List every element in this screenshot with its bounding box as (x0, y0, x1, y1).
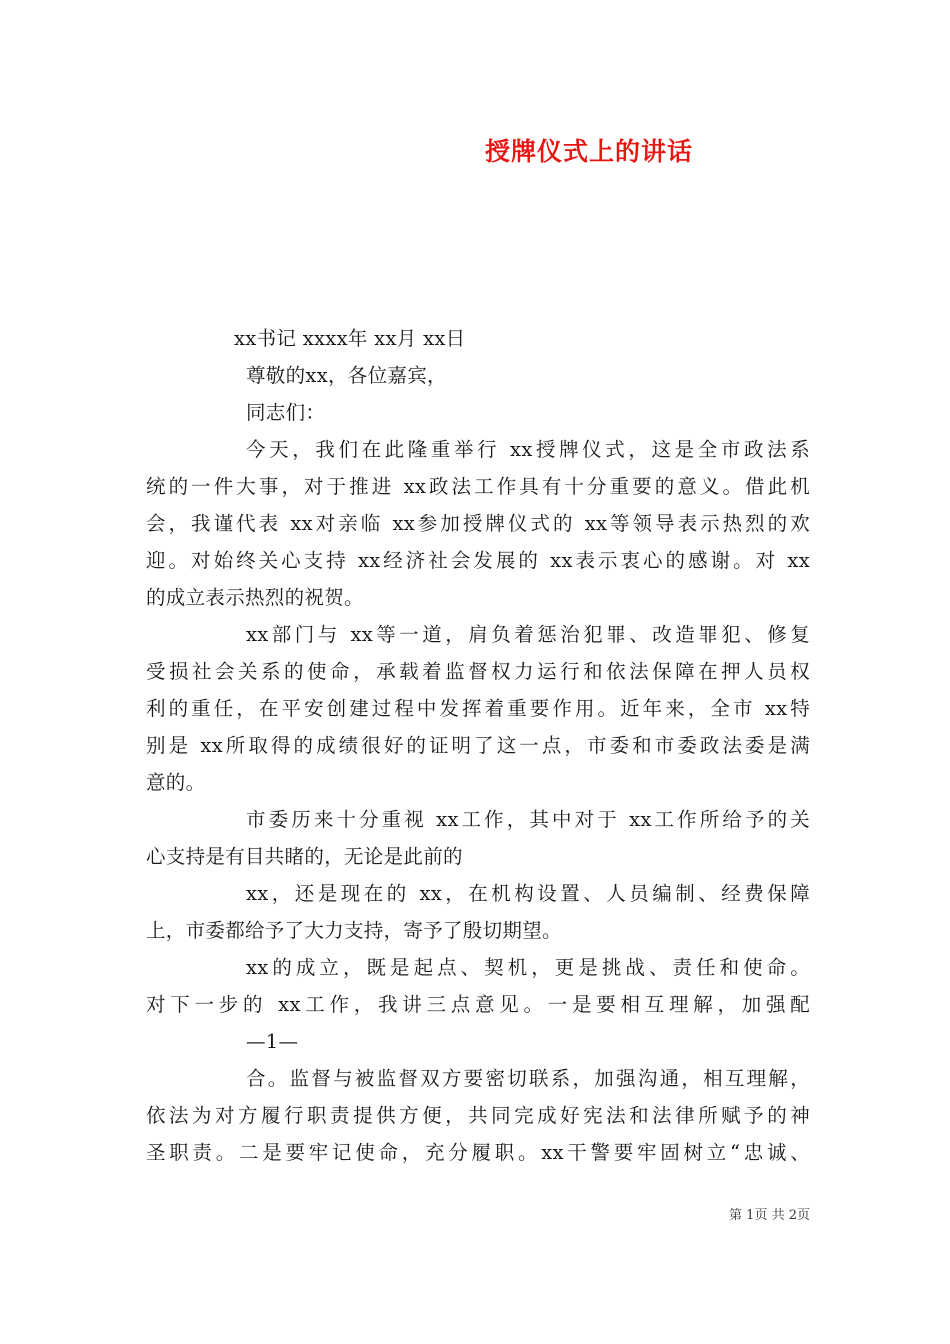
byline: xx书记 xxxx年 xx月 xx日 (234, 327, 466, 350)
paragraph-line: 会，我谨代表 xx对亲临 xx参加授牌仪式的 xx等领导表示热烈的欢 (146, 512, 810, 535)
greeting-line: 尊敬的xx，各位嘉宾， (246, 364, 447, 387)
paragraph-line: 意的。 (146, 771, 206, 794)
paragraph-line: 圣职责。二是要牢记使命，充分履职。xx干警要牢固树立“忠诚、 (146, 1141, 810, 1164)
paragraph-line: 迎。对始终关心支持 xx经济社会发展的 xx表示衷心的感谢。对 xx (146, 549, 810, 572)
paragraph-line: xx的成立，既是起点、契机，更是挑战、责任和使命。 (246, 956, 810, 979)
document-body (146, 320, 810, 1171)
paragraph-line: 心支持是有目共睹的，无论是此前的 (146, 845, 463, 868)
paragraph-line: 合。监督与被监督双方要密切联系，加强沟通，相互理解， (246, 1067, 810, 1090)
paragraph-line: 别是 xx所取得的成绩很好的证明了这一点，市委和市委政法委是满 (146, 734, 810, 757)
paragraph-line: 利的重任，在平安创建过程中发挥着重要作用。近年来，全市 xx特 (146, 697, 810, 720)
paragraph-line: 上，市委都给予了大力支持，寄予了殷切期望。 (146, 919, 562, 942)
inline-page-number: —1— (246, 1030, 299, 1053)
paragraph-line: 的成立表示热烈的祝贺。 (146, 586, 364, 609)
paragraph-line: 统的一件大事，对于推进 xx政法工作具有十分重要的意义。借此机 (146, 475, 810, 498)
paragraph-line: 今天，我们在此隆重举行 xx授牌仪式，这是全市政法系 (246, 438, 810, 461)
paragraph-line: xx部门与 xx等一道，肩负着惩治犯罪、改造罪犯、修复 (246, 623, 810, 646)
document-title: 授牌仪式上的讲话 (484, 137, 693, 166)
paragraph-line: 市委历来十分重视 xx工作，其中对于 xx工作所给予的关 (246, 808, 810, 831)
paragraph-line: 依法为对方履行职责提供方便，共同完成好宪法和法律所赋予的神 (146, 1104, 810, 1127)
page-footer: 第 1页 共 2页 (729, 1208, 810, 1223)
paragraph-line: 对下一步的 xx工作，我讲三点意见。一是要相互理解，加强配 (146, 993, 810, 1016)
greeting-line: 同志们： (246, 401, 326, 424)
paragraph-line: xx，还是现在的 xx，在机构设置、人员编制、经费保障 (246, 882, 810, 905)
paragraph-line: 受损社会关系的使命，承载着监督权力运行和依法保障在押人员权 (146, 660, 810, 683)
